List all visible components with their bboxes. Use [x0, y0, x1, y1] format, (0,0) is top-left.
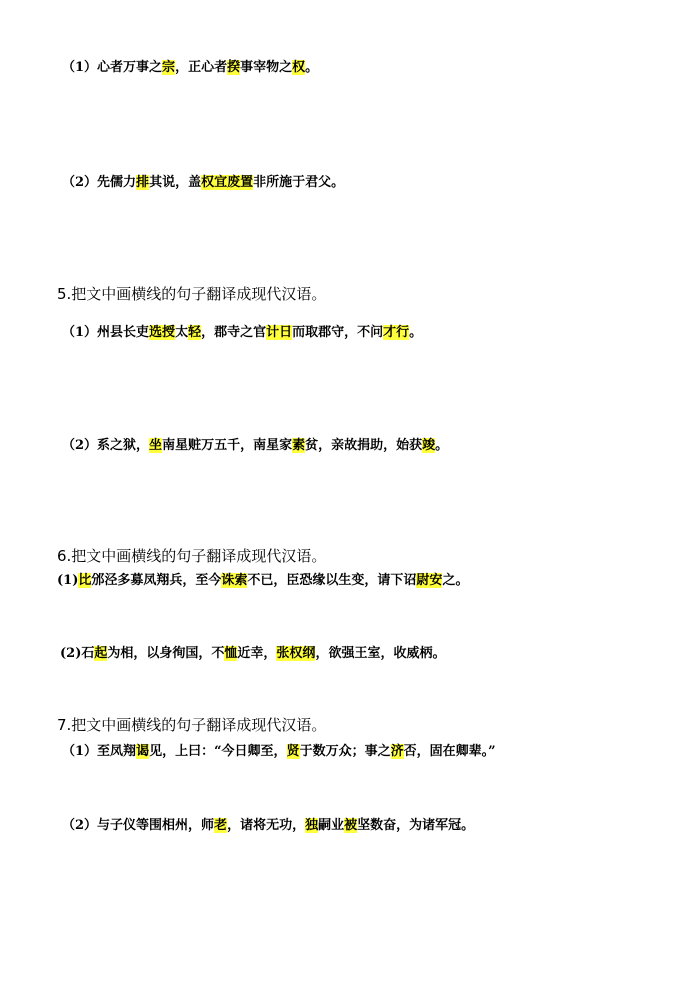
highlighted-keyword: 素: [292, 438, 306, 453]
q7-sentence-2: [62, 819, 474, 832]
text-segment: 7.把文中画横线的句子翻译成现代汉语。: [57, 716, 327, 734]
text-segment: 坚数奋，为诸军冠。: [357, 818, 475, 833]
text-segment: （1）心者万事之: [62, 60, 163, 75]
q5-sentence-1: [62, 326, 422, 339]
text-segment: 近幸，: [237, 646, 277, 661]
highlighted-keyword: 谒: [136, 744, 150, 759]
text-segment: 而取郡守，不问: [292, 325, 384, 340]
text-segment: 非所施于君父。: [253, 175, 345, 190]
highlighted-keyword: 贤: [286, 744, 300, 759]
highlighted-keyword: 计日: [266, 325, 293, 340]
text-segment: 为相，以身徇国，不: [107, 646, 225, 661]
text-segment: （1）州县长吏: [62, 325, 150, 340]
highlighted-keyword: 选授: [149, 325, 176, 340]
text-segment: 南星赃万五千，南星家: [162, 438, 293, 453]
text-segment: 。: [409, 325, 423, 340]
highlighted-keyword: 老: [214, 818, 228, 833]
highlighted-keyword: 独: [305, 818, 319, 833]
q4-sentence-1: [62, 61, 318, 74]
q5-heading: [57, 287, 326, 302]
text-segment: 之。: [442, 573, 469, 588]
text-segment: （2）系之狱，: [62, 438, 150, 453]
text-segment: 事宰物之: [240, 60, 293, 75]
highlighted-keyword: 起: [94, 646, 108, 661]
text-segment: 5.把文中画横线的句子翻译成现代汉语。: [57, 285, 327, 303]
highlighted-keyword: 排: [136, 175, 150, 190]
q7-heading: [57, 718, 326, 733]
text-segment: （1）至凤翔: [62, 744, 137, 759]
text-segment: 6.把文中画横线的句子翻译成现代汉语。: [57, 547, 327, 565]
text-segment: (2)石: [60, 646, 95, 661]
text-segment: （2）先儒力: [62, 175, 137, 190]
highlighted-keyword: 恤: [224, 646, 238, 661]
q5-sentence-2: [62, 439, 448, 452]
text-segment: ，欲强王室，收威柄。: [315, 646, 446, 661]
text-segment: 。: [305, 60, 319, 75]
text-segment: 于数万众；事之: [299, 744, 391, 759]
text-segment: ，正心者: [175, 60, 228, 75]
highlighted-keyword: 揆: [227, 60, 241, 75]
q4-sentence-2: [62, 176, 344, 189]
text-segment: 贫，亲故捐助，始获: [305, 438, 423, 453]
highlighted-keyword: 才行: [383, 325, 410, 340]
highlighted-keyword: 张权纲: [276, 646, 316, 661]
text-segment: 否，固在卿辈。”: [403, 744, 496, 759]
q6-sentence-2: [60, 647, 445, 660]
q6-sentence-1: [57, 574, 468, 587]
text-segment: 邠泾多募凤翔兵，至今: [91, 573, 222, 588]
text-segment: 。: [435, 438, 449, 453]
highlighted-keyword: 坐: [149, 438, 163, 453]
highlighted-keyword: 宗: [162, 60, 176, 75]
text-segment: 不已，臣恐缘以生变，请下诏: [247, 573, 417, 588]
highlighted-keyword: 竣: [422, 438, 436, 453]
text-segment: (1): [57, 573, 79, 588]
highlighted-keyword: 诛索: [221, 573, 248, 588]
highlighted-keyword: 轻: [188, 325, 202, 340]
text-segment: 太: [175, 325, 189, 340]
highlighted-keyword: 权: [292, 60, 306, 75]
q7-sentence-1: [62, 745, 496, 758]
text-segment: ，郡寺之官: [201, 325, 267, 340]
text-segment: （2）与子仪等围相州，师: [62, 818, 215, 833]
q6-heading: [57, 549, 326, 564]
highlighted-keyword: 尉安: [416, 573, 443, 588]
text-segment: 嗣业: [318, 818, 345, 833]
highlighted-keyword: 比: [78, 573, 92, 588]
highlighted-keyword: 宜废置: [214, 175, 254, 190]
text-segment: 见，上曰：“今日卿至，: [149, 744, 287, 759]
text-segment: ，诸将无功，: [227, 818, 306, 833]
highlighted-keyword: 被: [344, 818, 358, 833]
highlighted-keyword: 济: [390, 744, 404, 759]
text-segment: 其说，盖: [149, 175, 202, 190]
highlighted-keyword: 权: [201, 175, 215, 190]
